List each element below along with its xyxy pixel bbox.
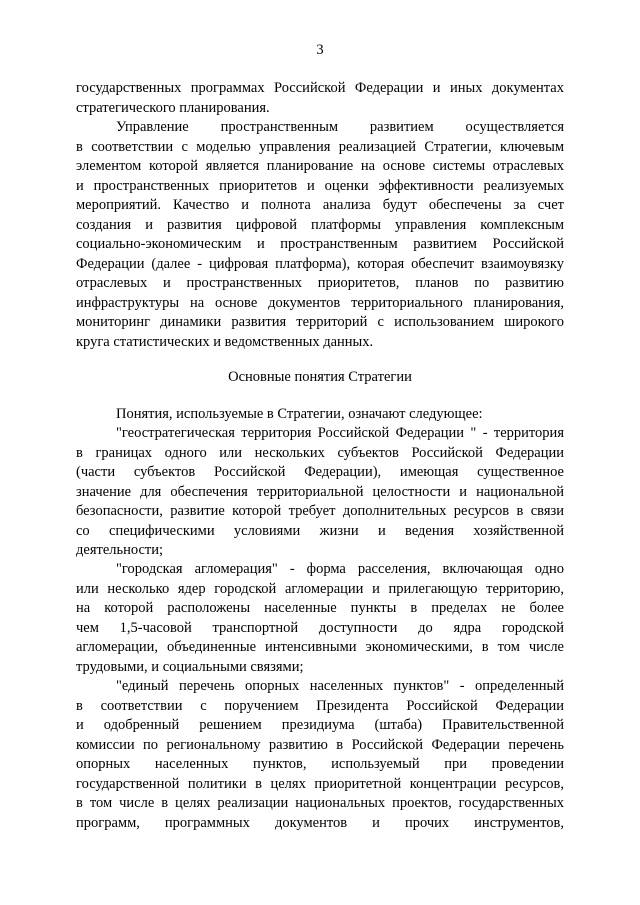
text-line: "геостратегическая территория Российской Федерации " - территория bbox=[116, 425, 564, 441]
text-line: на которой расположены населенные пункты в пределах не более bbox=[76, 600, 564, 616]
paragraph-geostrategic-territory bbox=[76, 424, 564, 561]
text-line: трудовыми, и социальными связями; bbox=[76, 658, 304, 675]
text-line: агломерации, объединенные интенсивными экономическими, в том числе bbox=[76, 639, 564, 655]
section-heading: Основные понятия Стратегии bbox=[228, 369, 412, 385]
text-line: мониторинг динамики развития территорий с использованием широкого bbox=[76, 314, 564, 330]
text-line: в границах одного или нескольких субъектов Российской Федерации bbox=[76, 444, 564, 461]
paragraph-spatial-development bbox=[76, 118, 564, 352]
text-line: Федерации (далее - цифровая платформа), которая обеспечит взаимоувязку bbox=[76, 255, 564, 272]
text-line: "единый перечень опорных населенных пунктов" - определенный bbox=[116, 678, 564, 694]
text-line: значение для обеспечения территориальной целостности и национальной bbox=[76, 483, 564, 500]
text-line: безопасности, развитие которой требует дополнительных ресурсов в связи bbox=[76, 503, 564, 519]
text-line: в соответствии с моделью управления реализацией Стратегии, ключевым bbox=[76, 138, 564, 155]
text-line: (части субъектов Российской Федерации), имеющая существенное bbox=[76, 464, 564, 480]
text-line: отраслевых и пространственных приоритетов, планов по развитию bbox=[76, 275, 564, 291]
text-line: и одобренный решением президиума (штаба) Правительственной bbox=[76, 717, 564, 733]
text-line: программ, программных документов и прочих инструментов, bbox=[76, 814, 564, 831]
text-line: деятельности; bbox=[76, 542, 164, 558]
text-line: опорных населенных пунктов, используемый при проведении bbox=[76, 756, 564, 772]
paragraph-urban-agglomeration bbox=[76, 560, 564, 677]
text-line: в соответствии с поручением Президента Российской Федерации bbox=[76, 697, 564, 714]
text-line: социально-экономическим и пространственным развитием Российской bbox=[76, 236, 564, 252]
text-line: мероприятий. Качество и полнота анализа будут обеспечены за счет bbox=[76, 197, 564, 213]
text-line: Понятия, используемые в Стратегии, означают следующее: bbox=[116, 406, 483, 422]
paragraph-definitions-intro bbox=[76, 405, 564, 425]
text-line: создания и развития цифровой платформы управления комплексным bbox=[76, 216, 564, 233]
text-line: Управление пространственным развитием осуществляется bbox=[116, 119, 564, 135]
paragraph-continuation bbox=[76, 79, 564, 118]
text-line: и пространственных приоритетов и оценки эффективности реализуемых bbox=[76, 177, 564, 194]
text-line: или несколько ядер городской агломерации и прилегающую территорию, bbox=[76, 580, 564, 597]
page-number: 3 bbox=[316, 42, 324, 58]
text-line: элементом которой является планирование на основе системы отраслевых bbox=[76, 158, 564, 174]
text-line: инфраструктуры на основе документов территориального планирования, bbox=[76, 294, 564, 311]
text-line: государственных программах Российской Федерации и иных документах bbox=[76, 80, 564, 96]
text-line: со специфическими условиями жизни и ведения хозяйственной bbox=[76, 522, 564, 539]
text-line: "городская агломерация" - форма расселения, включающая одно bbox=[116, 561, 564, 577]
text-line: комиссии по региональному развитию в Российской Федерации перечень bbox=[76, 736, 564, 753]
text-line: чем 1,5-часовой транспортной доступности до ядра городской bbox=[76, 619, 564, 636]
text-line: в том числе в целях реализации национальных проектов, государственных bbox=[76, 795, 564, 811]
text-line: круга статистических и ведомственных данных. bbox=[76, 333, 374, 350]
text-line: стратегического планирования. bbox=[76, 99, 270, 116]
text-line: государственной политики в целях приоритетной концентрации ресурсов, bbox=[76, 775, 564, 792]
paragraph-support-settlements bbox=[76, 677, 564, 833]
